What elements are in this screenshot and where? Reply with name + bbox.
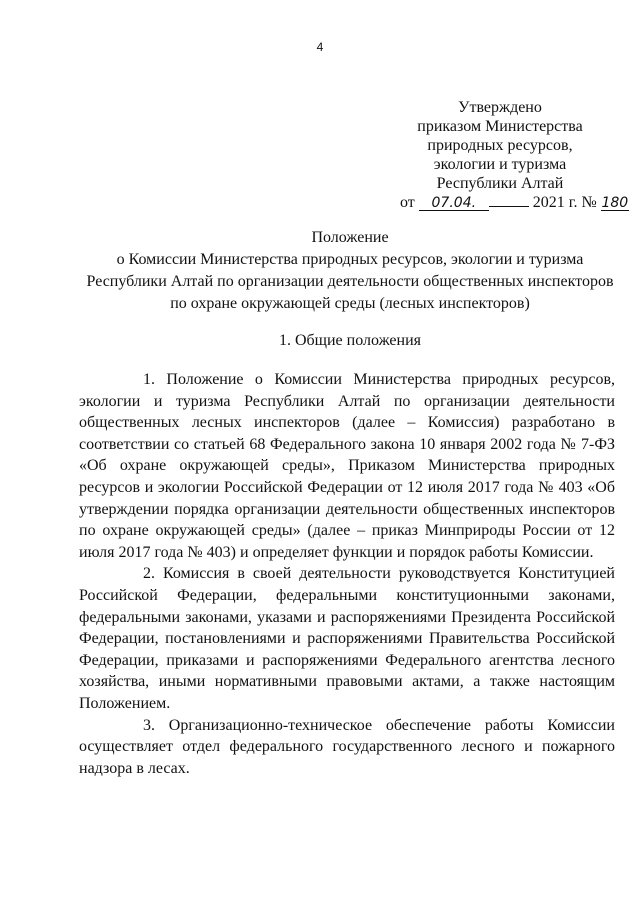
body-text	[79, 369, 615, 779]
handwritten-order-number: 180	[601, 195, 629, 211]
approval-line-resources: природных ресурсов,	[427, 137, 573, 154]
approval-line-order: приказом Министерства	[417, 118, 583, 135]
title-line-2: о Комиссии Министерства природных ресурсов, экологии и туризма	[116, 251, 584, 268]
document-title	[80, 227, 620, 315]
approval-line-ecology: экологии и туризма	[433, 156, 567, 173]
handwritten-date: 07.04.	[419, 196, 489, 211]
title-line-3: Республики Алтай по организации деятельности общественных инспекторов	[86, 273, 614, 290]
paragraph-1: 1. Положение о Комиссии Министерства природных ресурсов, экологии и туризма Республики Алтай по организации деятельности общественных лесных инспекторов (далее – Комиссия) разработано в соответствии со статьей 68 Федерального закона 10 января 2002 года № 7-ФЗ «Об охране окружающей среды», Приказом Министерства природных ресурсов и экологии Российской Федерации от 12 июля 2017 года № 403 «Об утверждении порядка организации деятельности общественных инспекторов по охране окружающей среды» (далее – приказ Минприроды России от 12 июля 2017 года № 403) и определяет функции и порядок работы Комиссии.	[79, 371, 615, 561]
date-prefix: от	[400, 194, 415, 211]
title-line-4: по охране окружающей среды (лесных инспекторов)	[170, 295, 530, 312]
approval-line-republic: Республики Алтай	[436, 175, 564, 192]
paragraph-3: 3. Организационно-техническое обеспечение работы Комиссии осуществляет отдел федерального государственного лесного и пожарного надзора в лесах.	[79, 716, 615, 777]
approval-date-line	[400, 193, 629, 212]
approval-line-approved: Утверждено	[458, 99, 542, 116]
title-line-1: Положение	[311, 229, 389, 246]
year-and-number-label: 2021 г. №	[532, 194, 597, 211]
section-heading: 1. Общие положения	[278, 332, 422, 349]
date-blank-underline	[489, 206, 529, 207]
approval-block	[400, 98, 629, 212]
page-number: 4	[316, 40, 324, 54]
paragraph-2: 2. Комиссия в своей деятельности руководствуется Конституцией Российской Федерации, федеральными конституционными законами, федеральными законами, указами и распоряжениями Президента Российской Федерации, постановлениями и распоряжениями Правительства Российской Федерации, приказами и распоряжениями Федерального агентства лесного хозяйства, иными нормативными правовыми актами, а также настоящим Положением.	[79, 565, 615, 712]
